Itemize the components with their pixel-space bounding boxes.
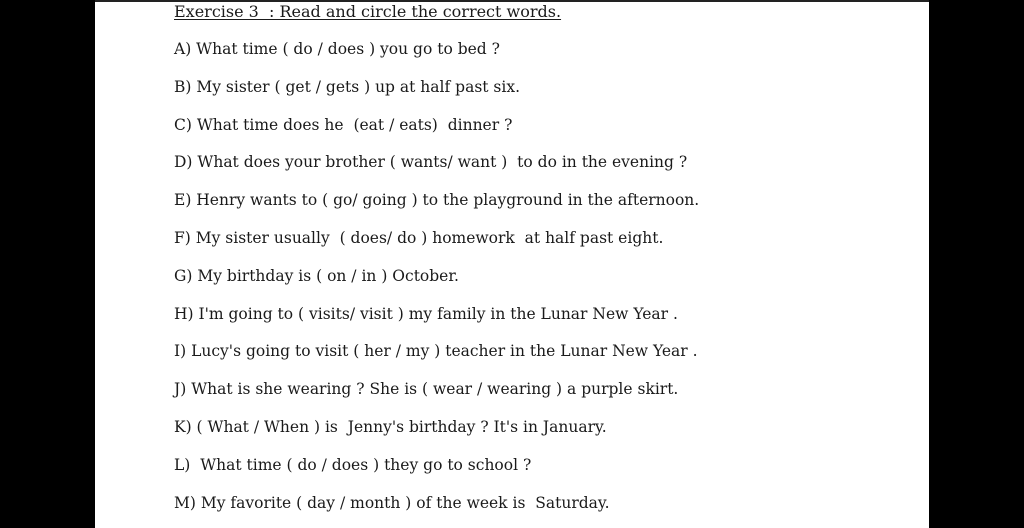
- exercise-item-l: L) What time ( do / does ) they go to school ?: [174, 455, 532, 474]
- exercise-item-d: D) What does your brother ( wants/ want ) to do in the evening ?: [174, 153, 688, 172]
- exercise-item-k: K) ( What / When ) is Jenny's birthday ? It's in January.: [174, 417, 607, 436]
- exercise-item-a: A) What time ( do / does ) you go to bed ?: [174, 40, 500, 58]
- exercise-title: Exercise 3 : Read and circle the correct words.: [174, 2, 562, 21]
- exercise-item-i: I) Lucy's going to visit ( her / my ) teacher in the Lunar New Year .: [174, 342, 698, 361]
- exercise-item-list: [174, 36, 699, 527]
- exercise-item-c: C) What time does he (eat / eats) dinner ?: [174, 115, 513, 134]
- exercise-item-f: F) My sister usually ( does/ do ) homework at half past eight.: [174, 228, 664, 247]
- exercise-item-h: H) I'm going to ( visits/ visit ) my family in the Lunar New Year .: [174, 304, 678, 323]
- exercise-item-m: M) My favorite ( day / month ) of the week is Saturday.: [174, 493, 610, 512]
- exercise-item-b: B) My sister ( get / gets ) up at half past six.: [174, 77, 521, 96]
- exercise-item-g: G) My birthday is ( on / in ) October.: [174, 266, 459, 285]
- exercise-item-e: E) Henry wants to ( go/ going ) to the playground in the afternoon.: [174, 191, 700, 210]
- exercise-item-j: J) What is she wearing ? She is ( wear / wearing ) a purple skirt.: [174, 380, 679, 399]
- worksheet-page: [95, 0, 929, 528]
